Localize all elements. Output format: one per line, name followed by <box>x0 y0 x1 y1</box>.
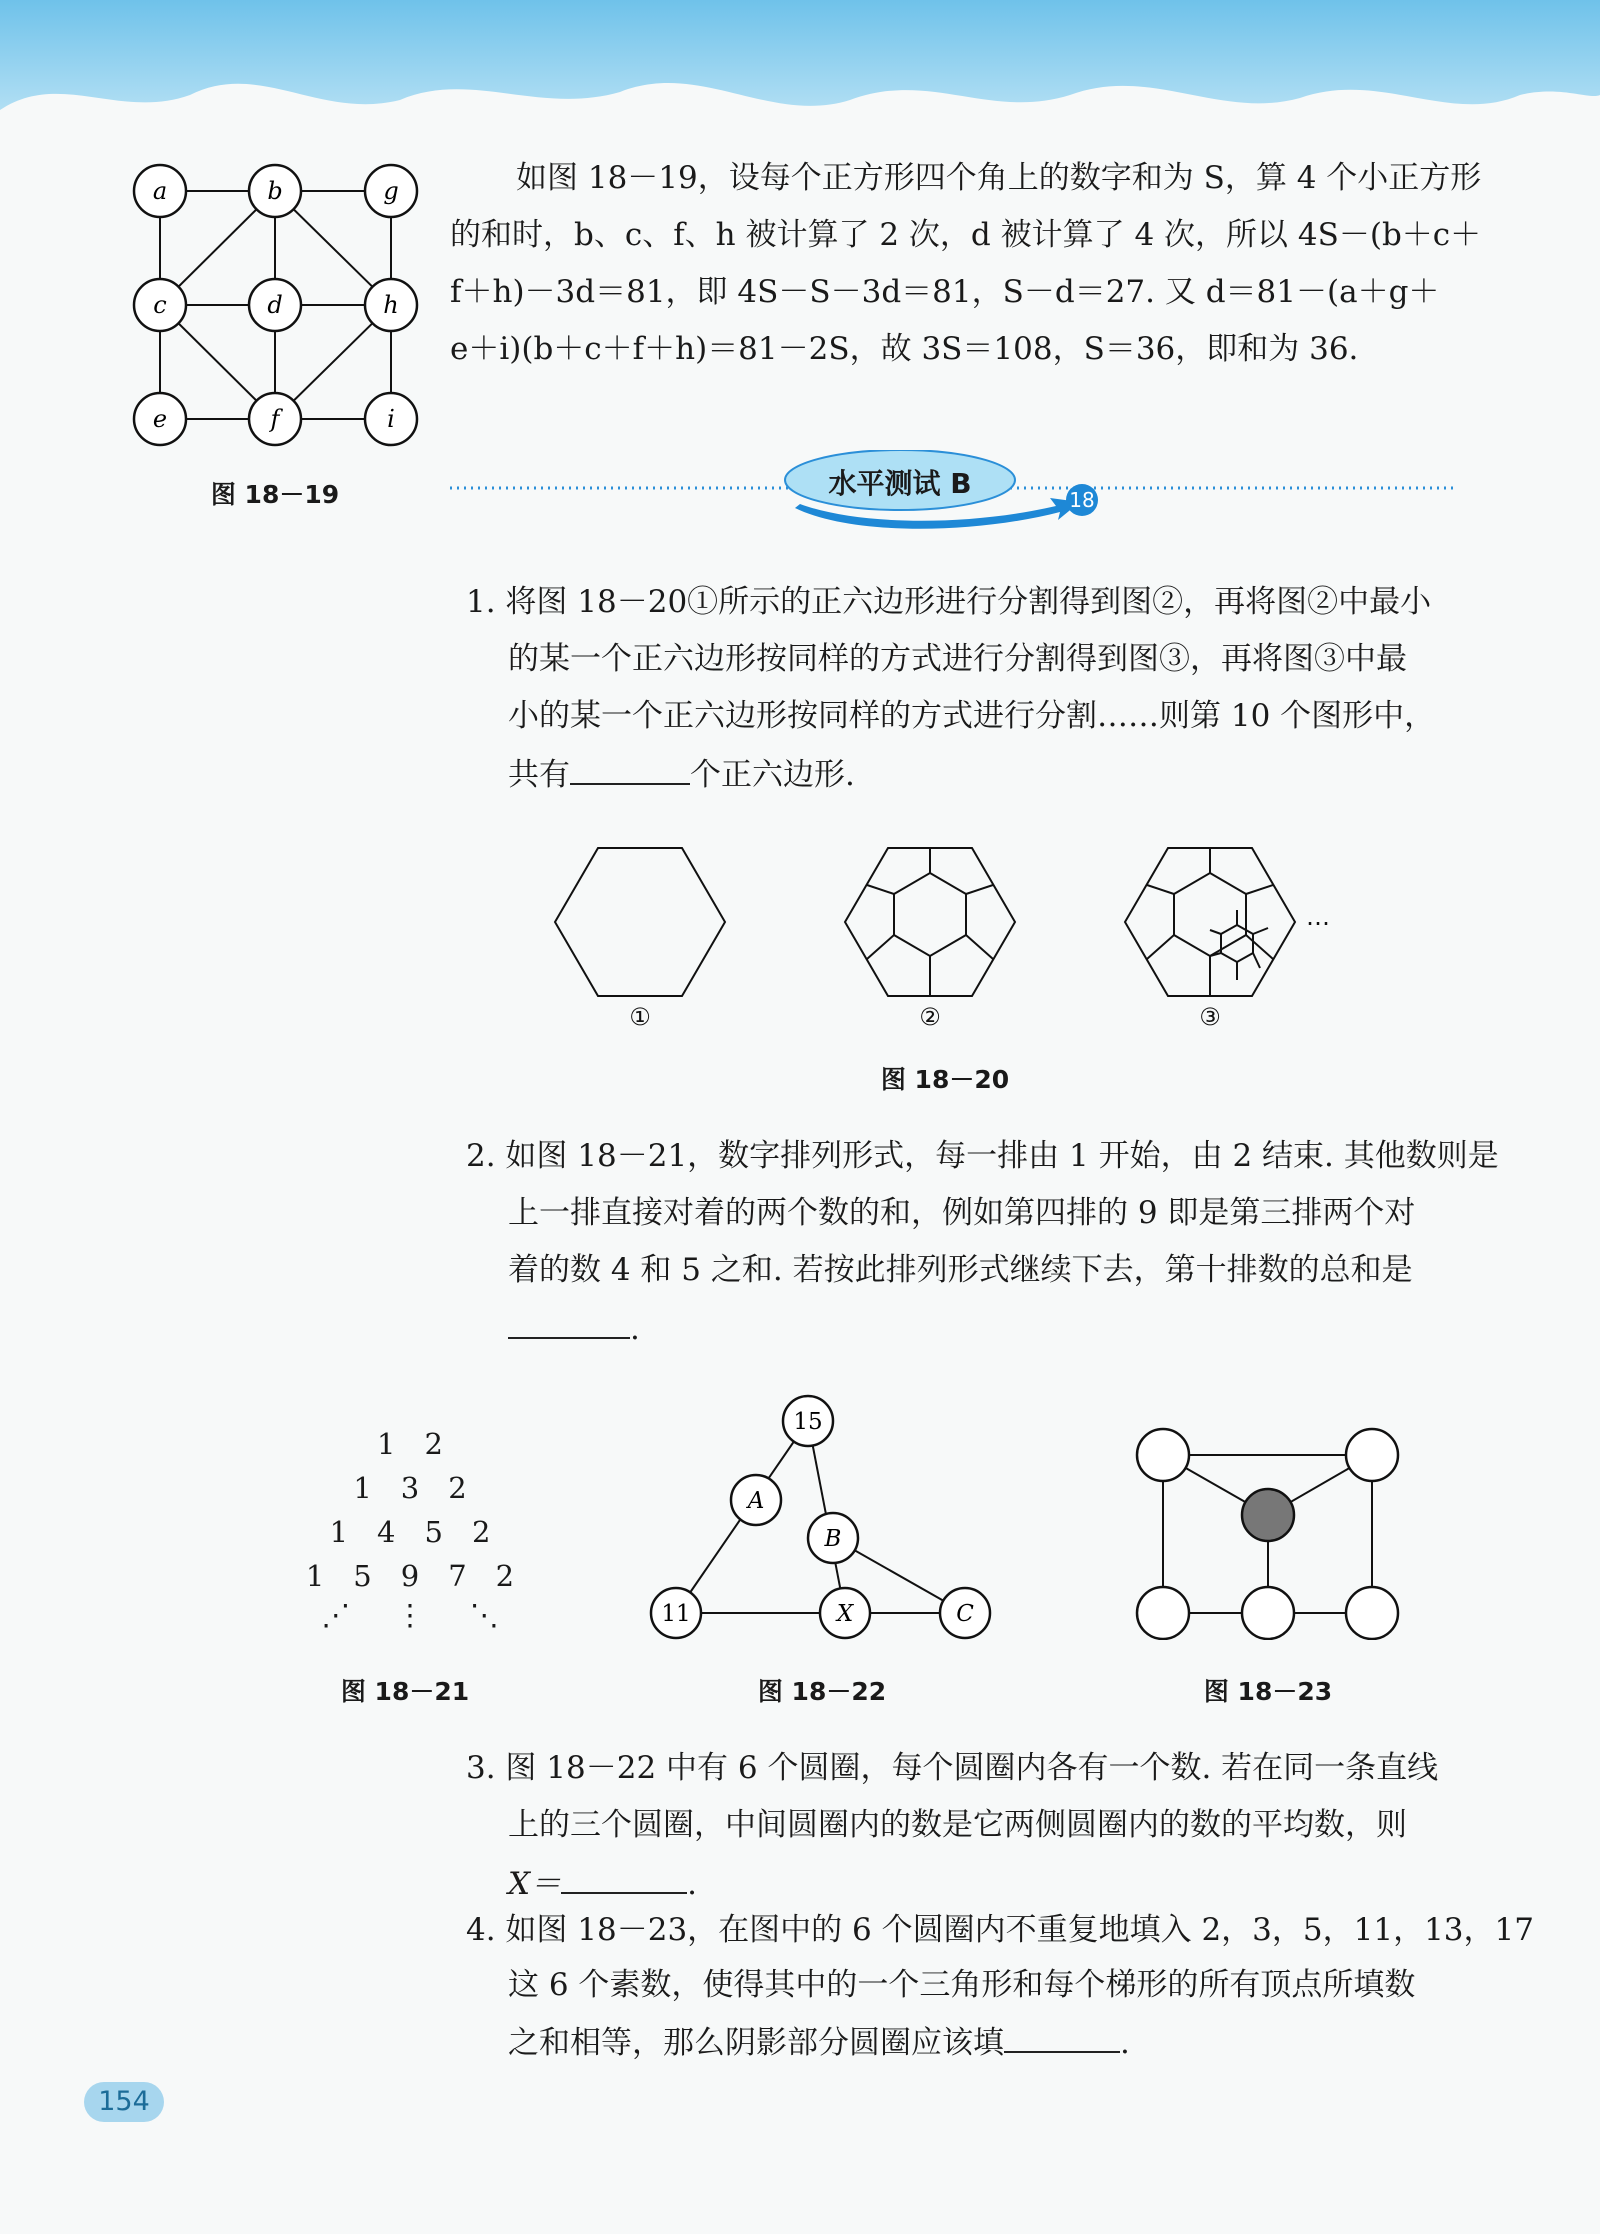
question-3 <box>466 1740 1438 1911</box>
fig19-node-label-b: b <box>267 177 283 205</box>
q3-line: 3. 图 18－22 中有 6 个圆圈，每个圆圈内各有一个数. 若在同一条直线 <box>466 1750 1439 1786</box>
solution-line: 的和时，b、c、f、h 被计算了 2 次，d 被计算了 4 次，所以 4S－(b＋c＋ <box>450 217 1482 253</box>
tri-dots-middle: ⋮ <box>395 1598 425 1632</box>
figure-18-23-caption: 图 18－23 <box>1203 1677 1333 1706</box>
q1-answer-blank[interactable] <box>570 745 690 785</box>
fig22-node-label-X: X <box>836 1601 854 1627</box>
solution-paragraph <box>450 150 1481 378</box>
figure-18-21 <box>290 1422 530 1642</box>
q4-answer-blank[interactable] <box>1004 2013 1120 2053</box>
tri-row: 1 5 9 7 2 <box>305 1559 515 1593</box>
q2-answer-blank[interactable] <box>508 1299 630 1339</box>
q2-line: 着的数 4 和 5 之和. 若按此排列形式继续下去，第十排数的总和是 <box>508 1252 1413 1288</box>
q3-last-post: . <box>687 1866 697 1902</box>
fig20-label-2: ② <box>919 1003 941 1031</box>
fig23-circle-bottom-middle <box>1242 1587 1294 1639</box>
solution-line: f＋h)－3d＝81，即 4S－S－3d＝81，S－d＝27. 又 d＝81－(a＋g＋ <box>450 274 1440 310</box>
q2-line: 2. 如图 18－21，数字排列形式，每一排由 1 开始，由 2 结束. 其他数则是 <box>466 1138 1499 1174</box>
q3-last-pre: X＝ <box>508 1866 562 1902</box>
q2-line <box>466 1299 1499 1358</box>
tri-dots-left: ⋰ <box>321 1598 351 1632</box>
q4-last-pre: 之和相等，那么阴影部分圆圈应该填 <box>508 2025 1004 2061</box>
header-sky-band <box>0 0 1600 150</box>
fig19-node-label-f: f <box>270 405 280 433</box>
fig19-node-label-e: e <box>152 405 168 433</box>
fig22-node-label-15: 15 <box>793 1409 823 1435</box>
fig23-circle-shaded <box>1242 1489 1294 1541</box>
q2-line: 上一排直接对着的两个数的和，例如第四排的 9 即是第三排两个对 <box>508 1195 1416 1231</box>
question-4 <box>466 1903 1534 2071</box>
tri-dots <box>290 1598 530 1642</box>
q1-line <box>466 745 1435 804</box>
q1-line: 小的某一个正六边形按同样的方式进行分割……则第 10 个图形中， <box>508 698 1436 734</box>
fig19-node-label-a: a <box>152 177 168 205</box>
tri-row: 1 2 <box>377 1427 443 1461</box>
q4-last-post: . <box>1120 2025 1130 2061</box>
figure-18-21-caption: 图 18－21 <box>340 1677 470 1706</box>
fig20-label-3: ③ <box>1199 1003 1221 1031</box>
page-number: 154 <box>84 2082 164 2122</box>
fig19-node-label-i: i <box>387 405 395 433</box>
fig22-node-label-C: C <box>956 1601 974 1627</box>
tri-dots-right: ⋱ <box>469 1598 499 1632</box>
fig22-node-label-11: 11 <box>661 1601 691 1627</box>
fig23-circle-top-left <box>1137 1429 1189 1481</box>
solution-line: e＋i)(b＋c＋f＋h)＝81－2S，故 3S＝108，S＝36，即和为 36. <box>450 331 1359 367</box>
section-title: 水平测试 B <box>828 467 972 500</box>
fig19-node-label-h: h <box>383 291 399 319</box>
q1-last-pre: 共有 <box>508 757 570 793</box>
fig20-ellipsis: … <box>1306 903 1330 931</box>
fig22-node-label-B: B <box>824 1526 842 1552</box>
figure-18-19 <box>120 155 430 455</box>
q3-answer-blank[interactable] <box>561 1854 687 1894</box>
tri-row: 1 4 5 2 <box>329 1515 491 1549</box>
fig23-circle-bottom-right <box>1346 1587 1398 1639</box>
q1-line: 的某一个正六边形按同样的方式进行分割得到图③，再将图③中最 <box>508 641 1407 677</box>
tri-row: 1 3 2 <box>353 1471 467 1505</box>
figure-18-23 <box>1120 1420 1420 1640</box>
fig19-node-label-c: c <box>153 291 167 319</box>
fig23-circle-top-right <box>1346 1429 1398 1481</box>
q4-line: 4. 如图 18－23，在图中的 6 个圆圈内不重复地填入 2，3，5，11，13，17 <box>466 1912 1534 1948</box>
question-1 <box>466 574 1435 804</box>
figure-18-22 <box>640 1385 1020 1650</box>
fig19-node-label-g: g <box>383 177 399 205</box>
question-2 <box>466 1128 1499 1358</box>
figure-18-20 <box>540 830 1360 1040</box>
figure-18-22-caption: 图 18－22 <box>757 1677 887 1706</box>
q1-last-post: 个正六边形. <box>690 757 855 793</box>
q2-last-post: . <box>630 1311 640 1347</box>
fig20-label-1: ① <box>629 1003 651 1031</box>
fig19-node-label-d: d <box>267 291 283 319</box>
solution-line: 如图 18－19，设每个正方形四个角上的数字和为 S，算 4 个小正方形 <box>516 160 1482 196</box>
figure-18-19-caption: 图 18－19 <box>210 480 340 509</box>
q4-line <box>466 2013 1534 2071</box>
section-badge: 18 <box>1069 488 1095 512</box>
fig22-node-label-A: A <box>747 1488 765 1514</box>
fig23-circle-bottom-left <box>1137 1587 1189 1639</box>
q1-line: 1. 将图 18－20①所示的正六边形进行分割得到图②，再将图②中最小 <box>466 584 1432 620</box>
figure-18-20-caption: 图 18－20 <box>880 1065 1010 1094</box>
q4-line: 这 6 个素数，使得其中的一个三角形和每个梯形的所有顶点所填数 <box>508 1967 1416 2003</box>
q3-line: 上的三个圆圈，中间圆圈内的数是它两侧圆圈内的数的平均数，则 <box>508 1807 1407 1843</box>
